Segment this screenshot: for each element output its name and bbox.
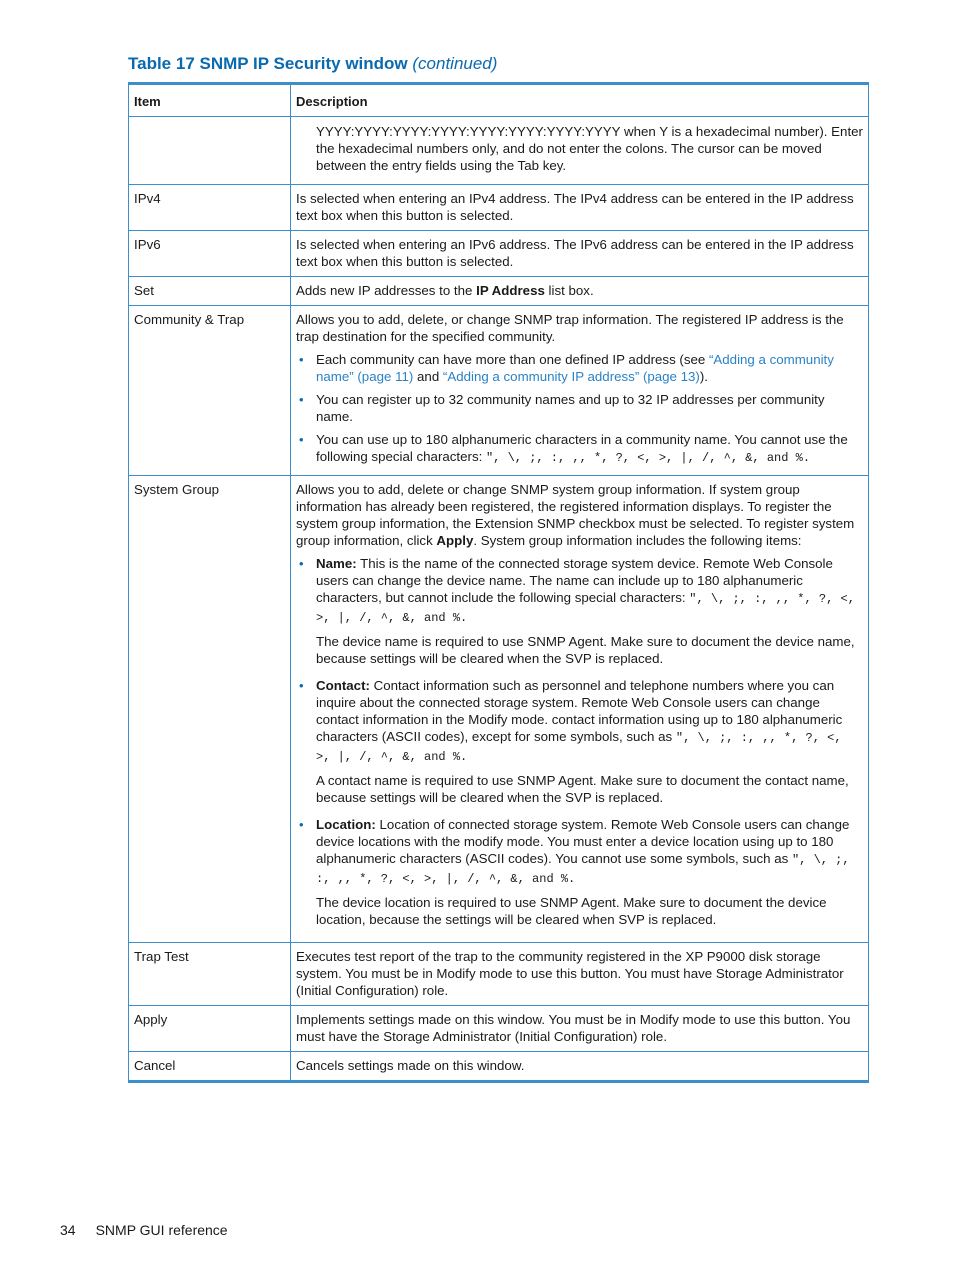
header-description: Description: [291, 84, 869, 117]
item-cell: IPv6: [129, 231, 291, 277]
bullet-icon: •: [299, 678, 304, 693]
item-cell-empty: [129, 117, 291, 185]
table-row: [129, 117, 869, 185]
description-cell: Cancels settings made on this window.: [291, 1052, 869, 1082]
description-cell: Is selected when entering an IPv6 address. The IPv6 address can be entered in the IP address text box when this button is selected.: [291, 231, 869, 277]
table-caption: [128, 54, 497, 74]
page-footer: [60, 1222, 228, 1238]
set-post: list box.: [544, 283, 594, 298]
community-bullets: [296, 351, 863, 467]
item-cell: System Group: [129, 476, 291, 943]
location-text: Location of connected storage system. Remote Web Console users can change device locations with the modify mode. You must enter a device location using up to 180 alphanumeric characters (ASCII codes). You cannot use some symbols, such as: [316, 817, 850, 866]
bullet-icon: •: [299, 392, 304, 407]
header-item: Item: [129, 84, 291, 117]
list-item: [296, 391, 863, 425]
caption-continued: (continued): [412, 54, 498, 73]
description-cell: [291, 306, 869, 476]
item-cell: Apply: [129, 1006, 291, 1052]
snmp-ip-security-table: [128, 82, 869, 1083]
name-text: This is the name of the connected storage system device. Remote Web Console users can change the device name. The name can include up to 180 alphanumeric characters, but cannot include the following special characters:: [316, 556, 833, 605]
link-adding-community-name[interactable]: “Adding a community name” (page 11): [316, 352, 834, 384]
table-row: [129, 277, 869, 306]
section-title: SNMP GUI reference: [95, 1222, 228, 1238]
name-desc: [316, 555, 863, 627]
description-cell: [291, 277, 869, 306]
system-intro-post: . System group information includes the following items:: [473, 533, 802, 548]
special-characters: ", \, ;, :, ,, *, ?, <, >, |, /, ^, &, and %.: [485, 451, 811, 465]
contact-note: A contact name is required to use SNMP Agent. Make sure to document the contact name, because settings will be cleared when the SVP is replaced.: [316, 773, 849, 805]
community-intro: Allows you to add, delete, or change SNMP trap information. The registered IP address is the trap destination for the specified community.: [296, 312, 844, 344]
location-note: The device location is required to use SNMP Agent. Make sure to document the device location, because the settings will be cleared when SVP is replaced.: [316, 895, 827, 927]
bullet-text: ).: [699, 369, 708, 384]
item-cell: Cancel: [129, 1052, 291, 1082]
item-cell: Community & Trap: [129, 306, 291, 476]
description-cell: Is selected when entering an IPv4 address. The IPv4 address can be entered in the IP address text box when this button is selected.: [291, 185, 869, 231]
contact-label: Contact:: [316, 678, 370, 693]
item-cell: IPv4: [129, 185, 291, 231]
special-characters: ", \, ;, :, ,, *, ?, <, >, |, /, ^, &, and %.: [316, 853, 850, 886]
system-intro-pre: Allows you to add, delete or change SNMP system group information. If system group information has already been registered, the registered information displays. To register the system group information, the Extension SNMP checkbox must be selected. To register system group information, click: [296, 482, 855, 548]
set-pre: Adds new IP addresses to the: [296, 283, 477, 298]
location-desc: [316, 816, 863, 888]
page-number: 34: [60, 1222, 76, 1238]
list-item: [296, 351, 863, 385]
special-characters: ", \, ;, :, ,, *, ?, <, >, |, /, ^, &, and %.: [316, 731, 842, 764]
list-item: [296, 816, 863, 928]
location-label: Location:: [316, 817, 376, 832]
table-row: [129, 1052, 869, 1082]
table-row: [129, 1006, 869, 1052]
contact-text: Contact information such as personnel and telephone numbers where you can inquire about the connected storage system. Remote Web Console users can change contact information in the Modify mode. contact information using up to 180 alphanumeric characters (ASCII codes), except for some symbols, such as: [316, 678, 843, 744]
caption-title: Table 17 SNMP IP Security window: [128, 54, 413, 73]
continued-text: YYYY:YYYY:YYYY:YYYY:YYYY:YYYY:YYYY:YYYY when Y is a hexadecimal number). Enter the hexadecimal numbers only, and do not enter the colons. The cursor can be moved between the entry fields using the Tab key.: [316, 124, 863, 173]
table-row: [129, 476, 869, 943]
link-adding-community-ip[interactable]: “Adding a community IP address” (page 13): [442, 369, 700, 384]
list-item: [296, 677, 863, 806]
table-row: [129, 943, 869, 1006]
name-label: Name:: [316, 556, 357, 571]
special-characters: ", \, ;, :, ,, *, ?, <, >, |, /, ^, &, and %.: [316, 592, 855, 625]
description-cell: [291, 117, 869, 185]
item-cell: Trap Test: [129, 943, 291, 1006]
system-intro: [296, 481, 863, 549]
bullet-icon: •: [299, 556, 304, 571]
bullet-text: and: [413, 369, 443, 384]
contact-desc: [316, 677, 863, 766]
bullet-text: Each community can have more than one defined IP address (see: [316, 352, 709, 367]
table-row: [129, 306, 869, 476]
apply-term: Apply: [436, 533, 474, 548]
bullet-icon: •: [299, 352, 304, 367]
system-bullets: [296, 555, 863, 928]
description-cell: Executes test report of the trap to the community registered in the XP P9000 disk storage system. You must be in Modify mode to use this button. You must have Storage Administrator (Initial Configuration) role.: [291, 943, 869, 1006]
table-header-row: [129, 84, 869, 117]
list-item: [296, 555, 863, 667]
name-note: The device name is required to use SNMP Agent. Make sure to document the device name, because settings will be cleared when the SVP is replaced.: [316, 634, 855, 666]
bullet-icon: •: [299, 432, 304, 447]
table-row: [129, 185, 869, 231]
description-cell: Implements settings made on this window. You must be in Modify mode to use this button. You must have the Storage Administrator (Initial Configuration) role.: [291, 1006, 869, 1052]
bullet-text: You can register up to 32 community names and up to 32 IP addresses per community name.: [316, 392, 825, 424]
bullet-text: You can use up to 180 alphanumeric characters in a community name. You cannot use the following special characters:: [316, 432, 848, 464]
ip-address-term: IP Address: [476, 283, 545, 298]
table-row: [129, 231, 869, 277]
item-cell: Set: [129, 277, 291, 306]
list-item: [296, 431, 863, 467]
bullet-icon: •: [299, 817, 304, 832]
description-cell: [291, 476, 869, 943]
